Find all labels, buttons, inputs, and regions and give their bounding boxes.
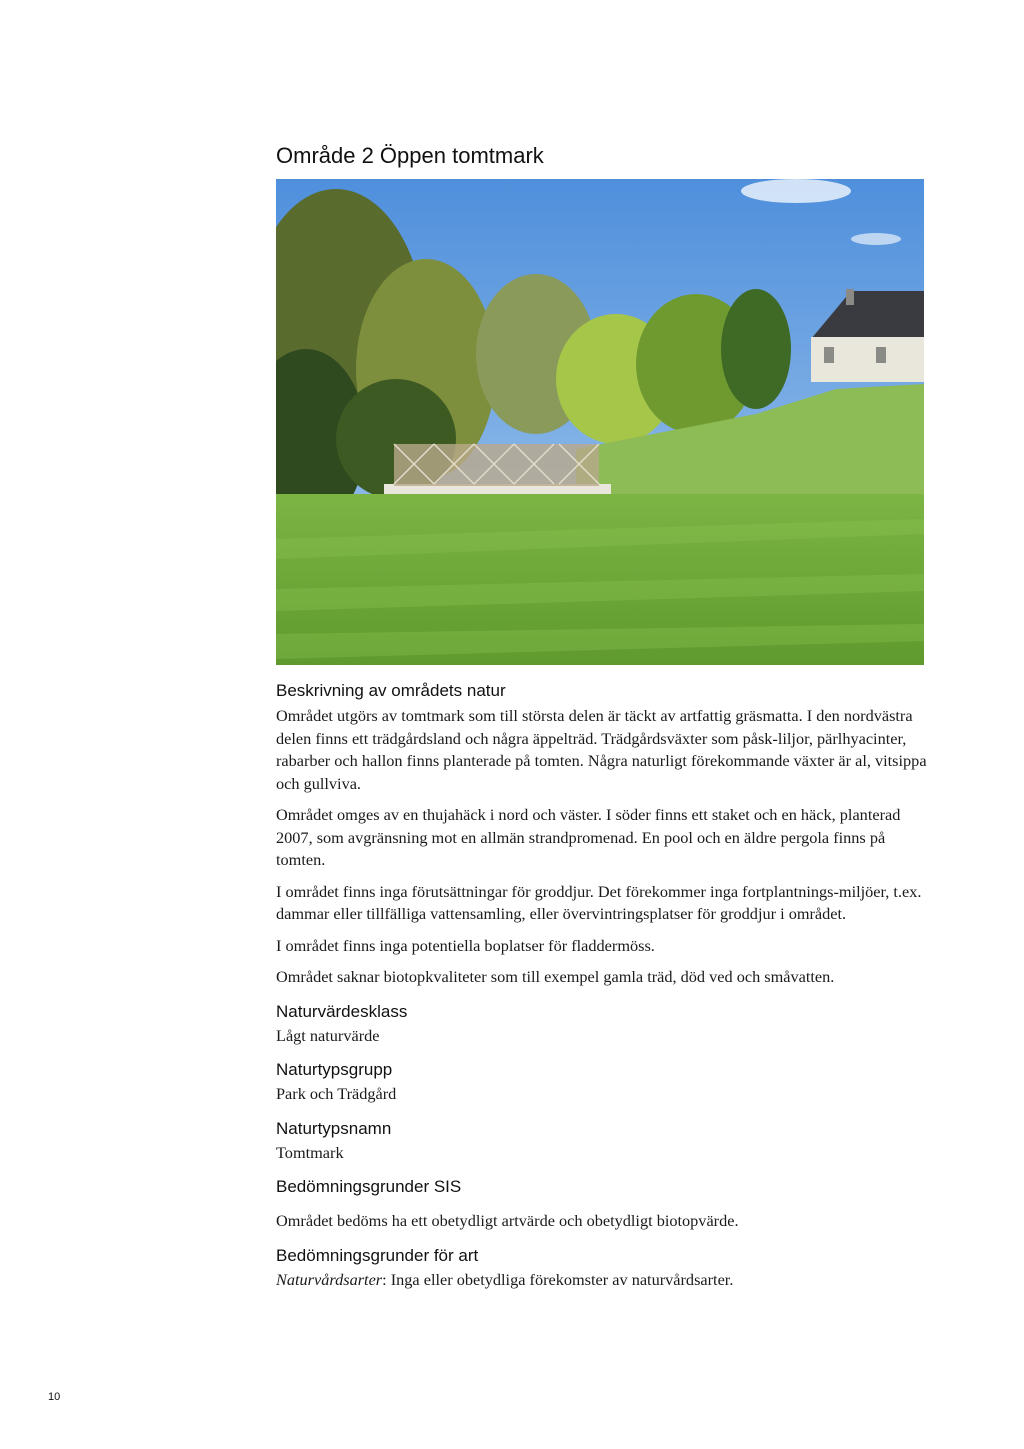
naturtypsnamn-value: Tomtmark <box>276 1142 344 1162</box>
naturvardesklass-value: Lågt naturvärde <box>276 1025 380 1045</box>
sis-heading: Bedömningsgrunder SIS <box>276 1177 462 1196</box>
sis-section <box>276 1176 928 1233</box>
naturvardesklass-section <box>276 1001 928 1048</box>
naturtypsgrupp-value: Park och Trädgård <box>276 1084 397 1103</box>
page-number: 10 <box>48 1391 61 1403</box>
description-paragraph: Området saknar biotopkvaliteter som till exempel gamla träd, död ved och småvatten. <box>276 967 835 986</box>
naturtypsgrupp-heading: Naturtypsgrupp <box>276 1060 393 1079</box>
art-section <box>276 1245 928 1292</box>
garden-photo <box>276 179 924 665</box>
art-value: : Inga eller obetydliga förekomster av naturvårdsarter. <box>382 1269 734 1289</box>
content-area <box>276 680 928 1300</box>
naturtypsnamn-section <box>276 1118 928 1165</box>
naturtypsgrupp-section <box>276 1059 928 1106</box>
page-title: Område 2 Öppen tomtmark <box>276 143 544 168</box>
description-paragraph: I området finns inga förutsättningar för groddjur. Det förekommer inga fortplantnings-miljöer, t.ex. dammar eller tillfälliga vattensamling, eller övervintringsplatser för groddjur i området. <box>276 881 922 923</box>
garden-photo-illustration <box>276 179 924 665</box>
naturtypsnamn-heading: Naturtypsnamn <box>276 1118 392 1138</box>
sis-value: Området bedöms ha ett obetydligt artvärde och obetydligt biotopvärde. <box>276 1211 739 1230</box>
description-paragraph: I området finns inga potentiella boplatser för fladdermöss. <box>276 935 655 955</box>
description-paragraph: Området omges av en thujahäck i nord och väster. I söder finns ett staket och en häck, planterad 2007, som avgränsning mot en allmän strandpromenad. En pool och en äldre pergola finns på tomten. <box>276 805 901 869</box>
art-text <box>276 1269 928 1292</box>
art-label: Naturvårdsarter <box>276 1269 383 1289</box>
art-heading: Bedömningsgrunder för art <box>276 1245 479 1265</box>
naturvardesklass-heading: Naturvärdesklass <box>276 1001 408 1021</box>
description-heading: Beskrivning av områdets natur <box>276 681 506 700</box>
description-section <box>276 680 928 989</box>
description-paragraph: Området utgörs av tomtmark som till största delen är täckt av artfattig gräsmatta. I den nordvästra delen finns ett trädgårdsland och några äppelträd. Trädgårdsväxter som påsk-liljor, pärlhyacinter, rabarber och hallon finns planterade på tomten. Några naturligt förekommande växter är al, vitsippa och gullviva. <box>276 706 927 793</box>
